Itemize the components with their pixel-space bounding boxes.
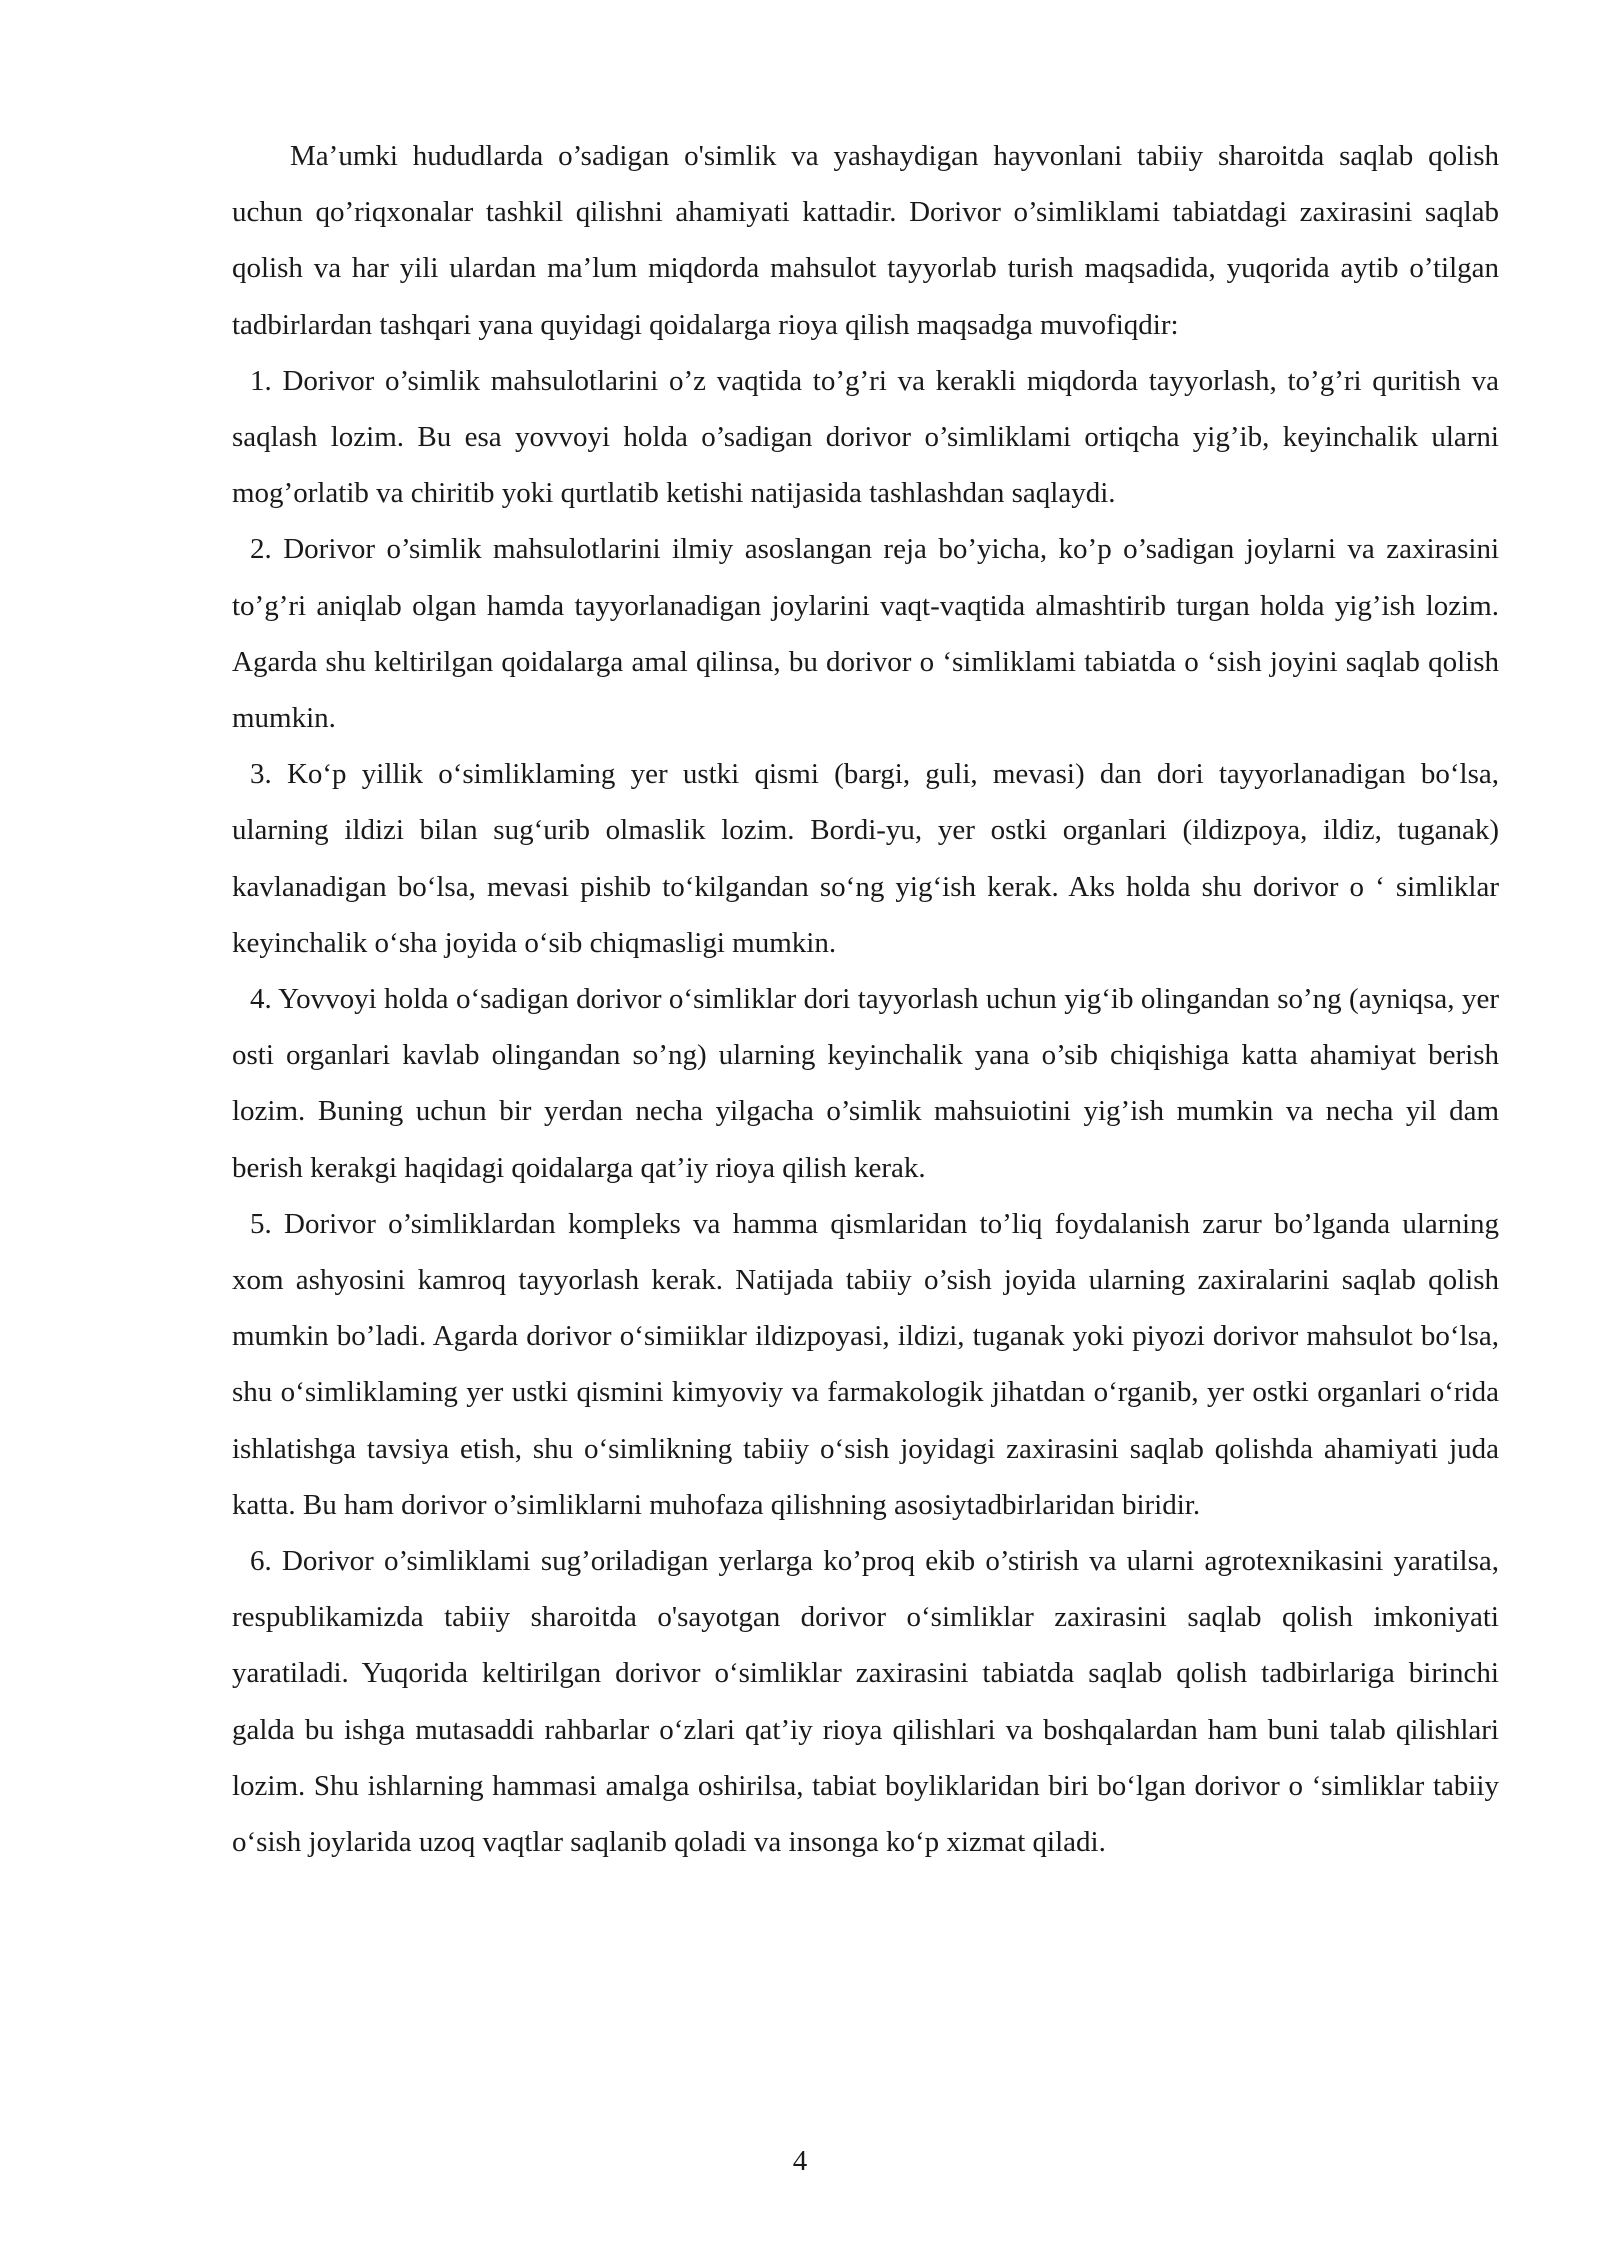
list-item-5: 5. Dorivor o’simliklardan kompleks va hamma qismlaridan to’liq foydalanish zarur bo’lganda ularning xom ashyosini kamroq tayyorlash kerak. Natijada tabiiy o’sish joyida ularning zaxiralarini saqlab qolish mumkin bo’ladi. Agarda dorivor o‘simiiklar ildizpoyasi, ildizi, tuganak yoki piyozi dorivor mahsulot bo‘lsa, shu o‘simliklaming yer ustki qismini kimyoviy va farmakologik jihatdan o‘rganib, yer ostki organlari o‘rida ishlatishga tavsiya etish, shu o‘simlikning tabiiy o‘sish joyidagi zaxirasini saqlab qolishda ahamiyati juda katta. Bu ham dorivor o’simliklarni muhofaza qilishning asosiytadbirlaridan biridir. [232,1207,1499,1521]
list-item-4: 4. Yovvoyi holda o‘sadigan dorivor o‘simliklar dori tayyorlash uchun yig‘ib olingandan so’ng (ayniqsa, yer osti organlari kavlab olingandan so’ng) ularning keyinchalik yana o’sib chiqishiga katta ahamiyat berish lozim. Buning uchun bir yerdan necha yilgacha o’simlik mahsuiotini yig’ish mumkin va necha yil dam berish kerakgi haqidagi qoidalarga qat’iy rioya qilish kerak. [232,983,1499,1184]
list-item-1: 1. Dorivor o’simlik mahsulotlarini o’z vaqtida to’g’ri va kerakli miqdorda tayyorlash, to’g’ri quritish va saqlash lozim. Bu esa yovvoyi holda o’sadigan dorivor o’simliklami ortiqcha yig’ib, keyinchalik ularni mog’orlatib va chiritib yoki qurtlatib ketishi natijasida tashlashdan saqlaydi. [232,364,1499,510]
list-item-2: 2. Dorivor o’simlik mahsulotlarini ilmiy asoslangan reja bo’yicha, ko’p o’sadigan joylarni va zaxirasini to’g’ri aniqlab olgan hamda tayyorlanadigan joylarini vaqt-vaqtida almashtirib turgan holda yig’ish lozim. Agarda shu keltirilgan qoidalarga amal qilinsa, bu dorivor o ‘simliklami tabiatda o ‘sish joyini saqlab qolish mumkin. [232,533,1499,735]
list-item-6: 6. Dorivor o’simliklami sug’oriladigan yerlarga ko’proq ekib o’stirish va ularni agrotexnikasini yaratilsa, respublikamizda tabiiy sharoitda o'sayotgan dorivor o‘simliklar zaxirasini saqlab qolish imkoniyati yaratiladi. Yuqorida keltirilgan dorivor o‘simliklar zaxirasini tabiatda saqlab qolish tadbirlariga birinchi galda bu ishga mutasaddi rahbarlar o‘zlari qat’iy rioya qilishlari va boshqalardan ham buni talab qilishlari lozim. Shu ishlarning hammasi amalga oshirilsa, tabiat boyliklaridan biri bo‘lgan dorivor o ‘simliklar tabiiy o‘sish joylarida uzoq vaqtlar saqlanib qoladi va insonga ko‘p xizmat qiladi. [232,1545,1499,1859]
body-text [232,128,1499,1870]
intro-paragraph: Ma’umki hududlarda o’sadigan o'simlik va yashaydigan hayvonlani tabiiy sharoitda saqlab qolish uchun qo’riqxonalar tashkil qilishni ahamiyati kattadir. Dorivor o’simliklami tabiatdagi zaxirasini saqlab qolish va har yili ulardan ma’lum miqdorda mahsulot tayyorlab turish maqsadida, yuqorida aytib o’tilgan tadbirlardan tashqari yana quyidagi qoidalarga rioya qilish maqsadga muvofiqdir: [232,140,1499,341]
list-item-3: 3. Ko‘p yillik o‘simliklaming yer ustki qismi (bargi, guli, mevasi) dan dori tayyorlanadigan bo‘lsa, ularning ildizi bilan sug‘urib olmaslik lozim. Bordi-yu, yer ostki organlari (ildizpoya, ildiz, tuganak) kavlanadigan bo‘lsa, mevasi pishib to‘kilgandan so‘ng yig‘ish kerak. Aks holda shu dorivor o ‘ simliklar keyinchalik o‘sha joyida o‘sib chiqmasligi mumkin. [232,758,1499,959]
page-number: 4 [792,2145,808,2177]
